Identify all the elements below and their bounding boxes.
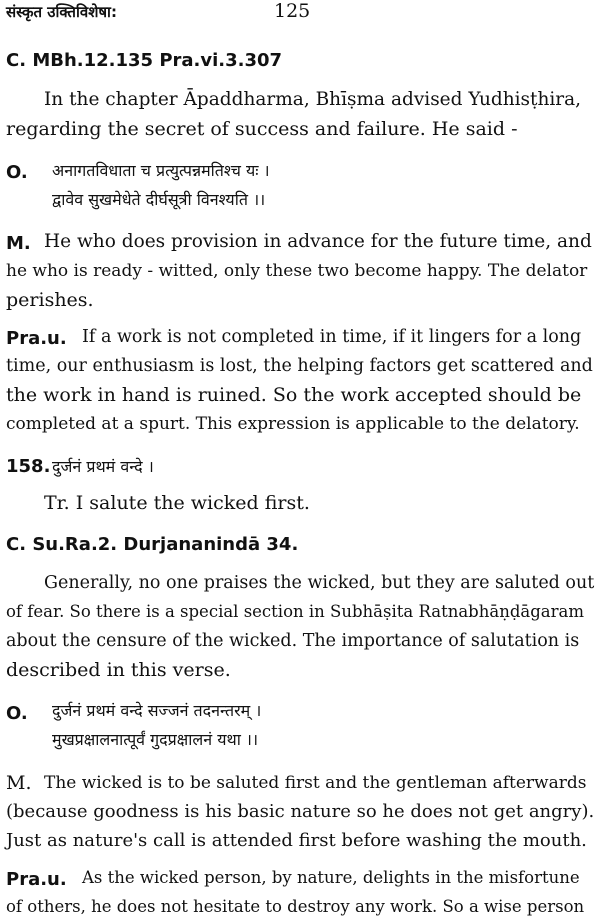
meaning-line: he who is ready - witted, only these two become happy. The delator	[6, 261, 588, 281]
meaning-line: Just as nature's call is attended first before washing the mouth.	[6, 830, 587, 851]
entry-heading: दुर्जनं प्रथमं वन्दे ।	[52, 457, 154, 476]
prau-label: Pra.u.	[6, 869, 67, 890]
intro-line: about the censure of the wicked. The importance of salutation is	[6, 631, 580, 651]
intro-line: regarding the secret of success and failure. He said -	[6, 118, 518, 140]
prau-line: As the wicked person, by nature, delights in the misfortune	[82, 868, 580, 887]
meaning-line: perishes.	[6, 289, 94, 311]
meaning-label: M.	[6, 233, 31, 254]
page-number: 125	[274, 0, 311, 22]
meaning-line: (because goodness is his basic nature so he does not get angry).	[6, 801, 595, 822]
sanskrit-verse-line: दुर्जनं प्रथमं वन्दे सज्जनं तदनन्तरम् ।	[52, 701, 262, 720]
intro-line: In the chapter Āpaddharma, Bhīṣma advised Yudhisṭhira,	[44, 89, 582, 110]
meaning-line: He who does provision in advance for the future time, and	[44, 231, 592, 252]
sanskrit-verse-line: अनागतविधाता च प्रत्युत्पन्नमतिश्च यः ।	[52, 161, 270, 180]
citation-sura: C. Su.Ra.2. Durjananindā 34.	[6, 534, 299, 555]
prau-line: If a work is not completed in time, if it lingers for a long	[82, 327, 582, 347]
intro-line: Generally, no one praises the wicked, but they are saluted out	[44, 573, 595, 593]
entry-number: 158.	[6, 456, 51, 477]
prau-line: time, our enthusiasm is lost, the helping factors get scattered and	[6, 356, 593, 376]
prau-line: the work in hand is ruined. So the work accepted should be	[6, 384, 582, 406]
running-title: संस्कृत उक्तिविशेषा:	[6, 3, 117, 21]
original-label: O.	[6, 162, 28, 183]
original-label: O.	[6, 703, 28, 724]
intro-line: described in this verse.	[6, 659, 231, 681]
prau-line: completed at a spurt. This expression is applicable to the delatory.	[6, 414, 580, 434]
intro-line: of fear. So there is a special section in Subhāṣita Ratnabhāṇḍāgaram	[6, 602, 585, 621]
prau-label: Pra.u.	[6, 328, 67, 349]
meaning-line: The wicked is to be saluted first and the gentleman afterwards	[44, 773, 587, 793]
sanskrit-verse-line: मुखप्रक्षालनात्पूर्वं गुदप्रक्षालनं यथा ।।	[52, 730, 259, 749]
citation-mbh: C. MBh.12.135 Pra.vi.3.307	[6, 50, 283, 71]
meaning-label: M.	[6, 772, 32, 794]
sanskrit-verse-line: द्वावेव सुखमेधेते दीर्घसूत्री विनश्यति ।।	[52, 190, 266, 209]
translation-line: Tr. I salute the wicked first.	[44, 492, 310, 514]
prau-line: of others, he does not hesitate to destroy any work. So a wise person	[6, 897, 585, 916]
